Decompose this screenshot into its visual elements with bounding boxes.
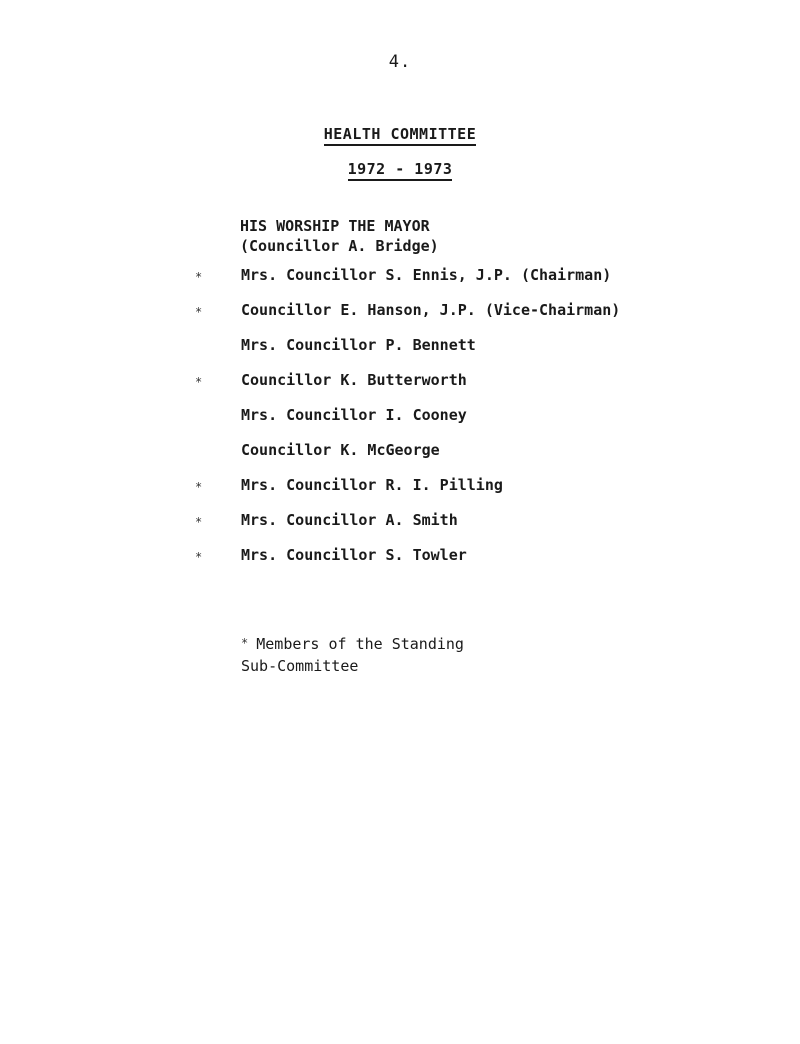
member-item [0,266,800,301]
member-item [0,371,800,406]
sub-committee-marker: * [195,550,203,564]
sub-committee-marker: * [195,480,203,494]
member-item [0,476,800,511]
member-name: Mrs. Councillor R. I. Pilling [241,476,503,494]
member-item [0,546,800,581]
committee-years-text: 1972 - 1973 [348,160,453,181]
mayor-name: (Councillor A. Bridge) [240,237,439,255]
sub-committee-marker: * [195,515,203,529]
committee-title-text: HEALTH COMMITTEE [324,125,477,146]
member-list [0,266,800,581]
committee-title [0,125,800,146]
member-item [0,441,800,476]
member-name: Councillor E. Hanson, J.P. (Vice-Chairman) [241,301,621,319]
member-name: Mrs. Councillor S. Ennis, J.P. (Chairman) [241,266,612,284]
footnote-text-2: Sub-Committee [241,657,359,675]
member-name: Mrs. Councillor A. Smith [241,511,458,529]
footnote-text-1: Members of the Standing [256,635,464,653]
mayor-block [240,216,439,256]
member-item [0,406,800,441]
member-item [0,301,800,336]
footnote-line-1 [241,632,464,655]
sub-committee-marker: * [195,305,203,319]
member-name: Councillor K. Butterworth [241,371,467,389]
member-item [0,511,800,546]
footnote [241,632,464,677]
committee-years [0,160,800,181]
page-number: 4. [388,52,412,72]
member-name: Councillor K. McGeorge [241,441,440,459]
member-item [0,336,800,371]
sub-committee-marker: * [195,375,203,389]
mayor-title: HIS WORSHIP THE MAYOR [240,217,430,235]
sub-committee-marker: * [195,270,203,284]
footnote-marker: * [241,636,249,650]
member-name: Mrs. Councillor S. Towler [241,546,467,564]
member-name: Mrs. Councillor I. Cooney [241,406,467,424]
member-name: Mrs. Councillor P. Bennett [241,336,476,354]
